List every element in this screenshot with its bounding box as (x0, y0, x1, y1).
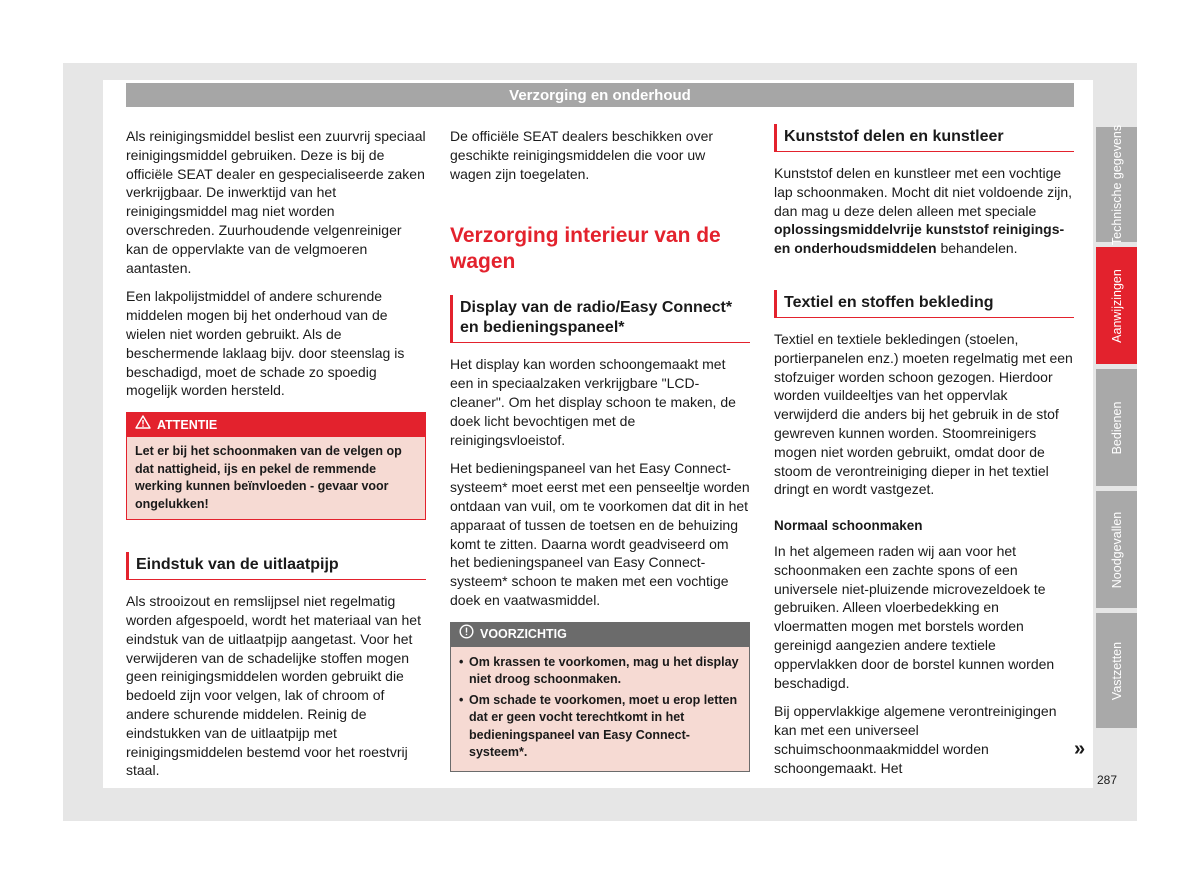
paragraph: Als strooizout en remslijpsel niet regelmatig worden afgespoeld, wordt het materiaal van het eindstuk van de uitlaatpijp aangetast. Voor het verwijderen van de schadelijke stoffen mogen geen reinigingsmiddelen worden gebruikt die bedoeld zijn voor velgen, lak of chroom of andere schurende middelen. Reinig de eindstukken van de uitlaatpijp met reinigingsmiddelen bestemd voor het roestvrij staal. (126, 593, 421, 779)
warning-triangle-icon (135, 413, 151, 437)
column-1 (126, 127, 426, 790)
bold-text-run: oplossingsmiddelvrije kunststof reinigings- en onderhoudsmiddelen (774, 221, 1065, 257)
column-2 (450, 127, 750, 772)
section-heading: Display van de radio/Easy Connect* en bedieningspaneel* (450, 295, 750, 343)
section-heading: Eindstuk van de uitlaatpijp (126, 552, 426, 580)
paragraph: Textiel en textiele bekledingen (stoelen, portierpanelen enz.) moeten regelmatig met een stofzuiger worden schoon gezogen. Hierdoor worden vuildeeltjes van het oppervlak verwijderd die anders bij het gebruik in de stof gewreven kunnen worden. Stoomreinigers mogen niet worden gebruikt, omdat door de stoom de verontreiniging dieper in het textiel dringt en wordt vastgezet. (774, 330, 1073, 498)
caution-box-header (451, 623, 749, 647)
side-tab-aanwijzingen[interactable] (1096, 247, 1137, 364)
side-tab-technische-gegevens[interactable] (1096, 124, 1137, 245)
caution-label: VOORZICHTIG (480, 627, 567, 642)
paragraph (774, 164, 1074, 258)
side-tab-label: Noodgevallen (1109, 511, 1124, 588)
bullet-icon: • (459, 654, 464, 669)
paragraph: Als reinigingsmiddel beslist een zuurvrij speciaal reinigingsmiddel gebruiken. Deze is bij de officiële SEAT dealer en gespecialiseerde zaken verkrijgbaar. De inwerktijd van het reinigingsmiddel mag niet worden overschreden. Zuurhoudende velgenreiniger kan de oppervlakte van de velgmoeren aantasten. (126, 128, 426, 276)
page-number: 287 (1097, 773, 1118, 787)
warning-box-header (127, 413, 425, 437)
side-tab-label: Vastzetten (1109, 641, 1124, 700)
warning-box (126, 412, 426, 520)
text-run: Kunststof delen en kunstleer met een vochtige lap schoonmaken. Mocht dit niet voldoende zijn, dan mag u deze delen alleen met speciale (774, 165, 1073, 219)
bullet-icon: • (459, 692, 464, 707)
warning-text: Let er bij het schoonmaken van de velgen op dat nattigheid, ijs en pekel de remmende werking kunnen beïnvloeden - gevaar voor ongelukken! (135, 444, 402, 511)
side-tab-label: Aanwijzingen (1109, 268, 1124, 343)
side-tab-bedienen[interactable] (1096, 369, 1137, 486)
paragraph: Bij oppervlakkige algemene verontreinigingen kan met een universeel schuimschoonmaakmiddel worden schoongemaakt. Het (774, 703, 1057, 776)
section-heading: Textiel en stoffen bekleding (774, 290, 1074, 318)
section-header: Verzorging en onderhoud (126, 83, 1074, 107)
list-item (459, 692, 741, 762)
continue-arrow-icon: » (1074, 738, 1086, 760)
chapter-heading: Verzorging interieur van de wagen (450, 224, 721, 274)
paragraph: In het algemeen raden wij aan voor het schoonmaken een zachte spons of een universele niet-pluizende microvezeldoek te gebruiken. Alleen vloerbedekking en vloermatten mogen met borstels worden gereinigd aangezien andere textiele oppervlakken door de borstel kunnen worden beschadigd. (774, 542, 1055, 691)
paragraph: Het display kan worden schoongemaakt met een in speciaalzaken verkrijgbare "LCD-cleaner". Om het display schoon te maken, de doek licht bevochtigen met de reinigingsvloeistof. (450, 356, 736, 448)
sub-heading: Normaal schoonmaken (774, 518, 923, 534)
list-item-text: Om schade te voorkomen, moet u erop letten dat er geen vocht terechtkomt in het bedieningspaneel van Easy Connect-systeem*. (469, 692, 738, 760)
warning-label: ATTENTIE (157, 418, 218, 433)
side-tab-noodgevallen[interactable] (1096, 491, 1137, 608)
exclamation-circle-icon (459, 624, 474, 645)
caution-box (450, 622, 750, 772)
text-run: behandelen. (936, 240, 1018, 257)
paragraph: De officiële SEAT dealers beschikken over geschikte reinigingsmiddelen die voor uw wagen zijn toegelaten. (450, 128, 714, 182)
side-tab-vastzetten[interactable] (1096, 613, 1137, 728)
caution-list (451, 647, 749, 771)
section-heading: Kunststof delen en kunstleer (774, 124, 1074, 152)
list-item (459, 654, 741, 689)
side-tab-label: Bedienen (1109, 401, 1124, 454)
column-3 (774, 124, 1074, 788)
paragraph: Een lakpolijstmiddel of andere schurende middelen mogen bij het onderhoud van de wielen niet worden gebruikt. Als de beschermende laklaag bijv. door steenslag is beschadigd, moet de schade zo spoedig mogelijk worden hersteld. (126, 288, 405, 399)
side-tab-label: Technische gegevens (1109, 124, 1124, 245)
paragraph: Het bedieningspaneel van het Easy Connect-systeem* moet eerst met een penseeltje worden ontdaan van vuil, om te voorkomen dat dit in het apparaat of tussen de toetsen en de behuizing komt te zitten. Daarna wordt geadviseerd om het bedieningspaneel van Easy Connect-systeem* schoon te maken met een vochtige doek en vaatwasmiddel. (450, 460, 750, 608)
list-item-text: Om krassen te voorkomen, mag u het display niet droog schoonmaken. (469, 654, 739, 687)
